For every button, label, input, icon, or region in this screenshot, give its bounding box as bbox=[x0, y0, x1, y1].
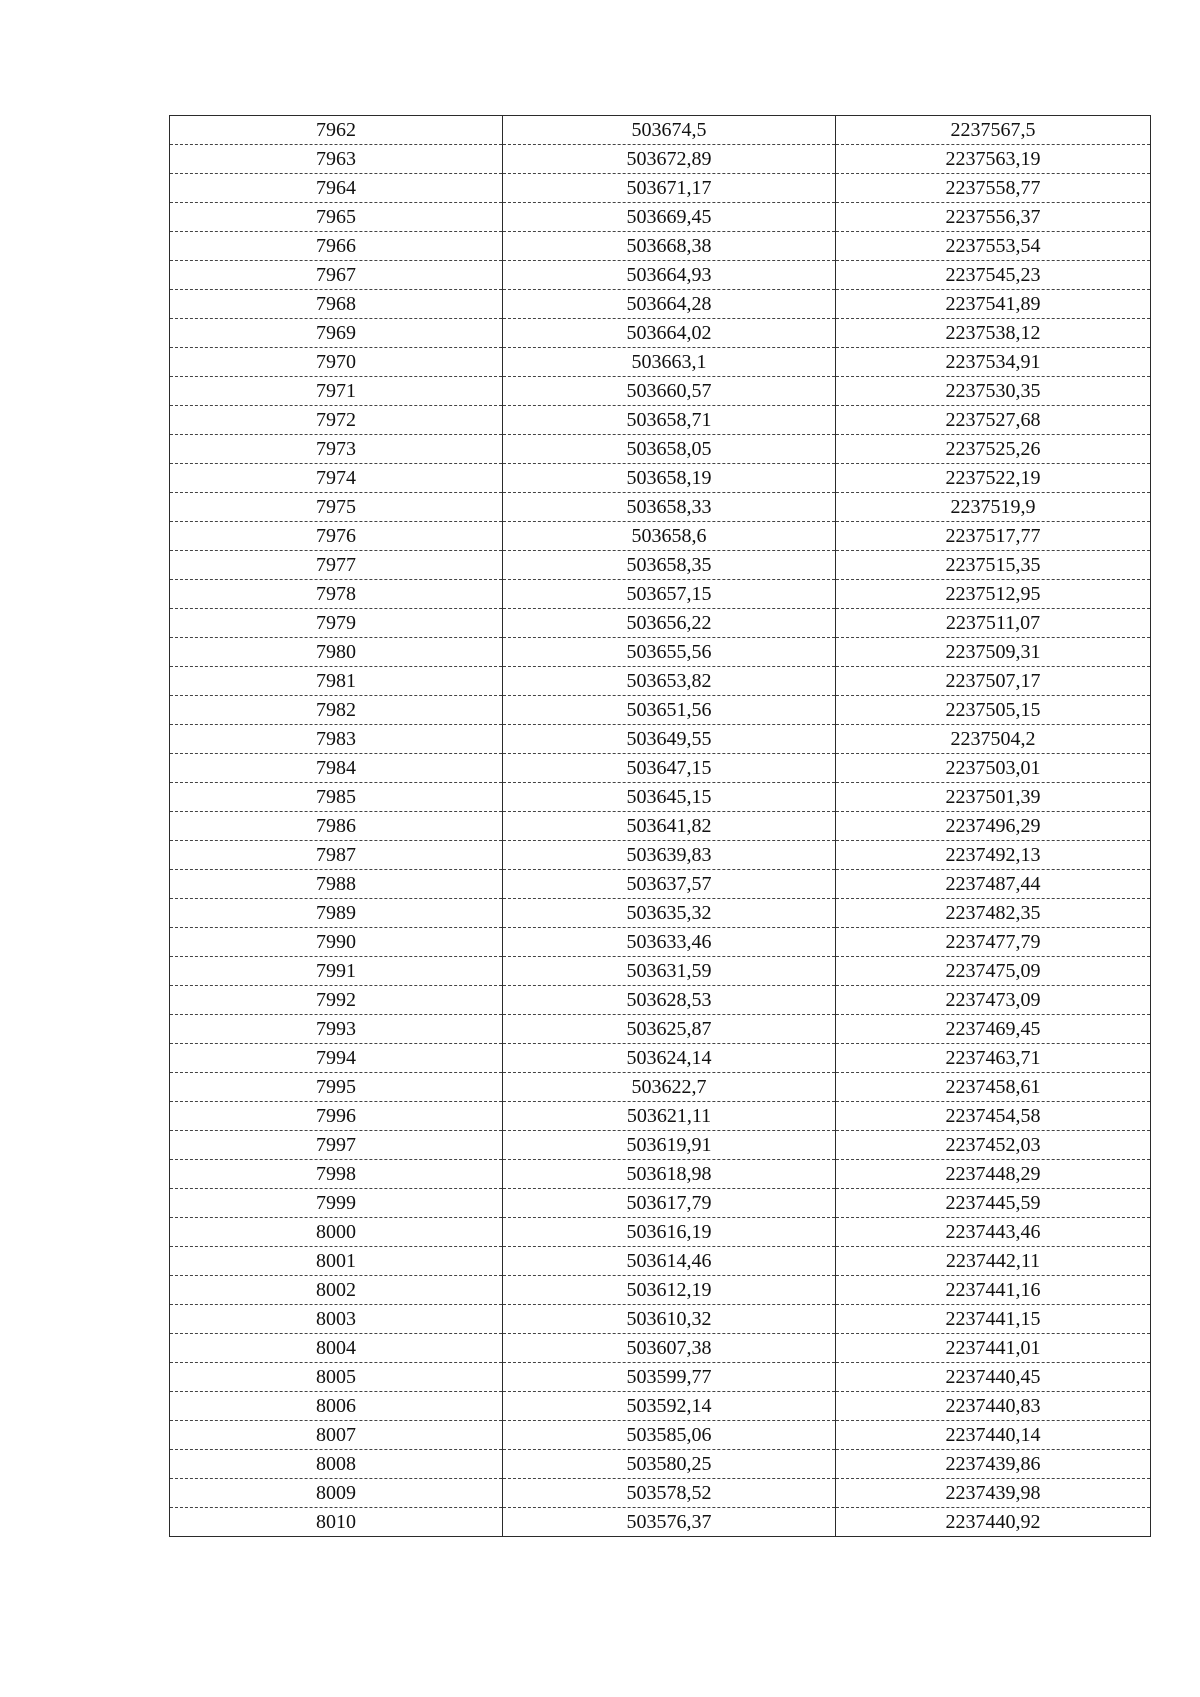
table-row bbox=[170, 783, 1151, 812]
table-row bbox=[170, 986, 1151, 1015]
point-number-cell: 7994 bbox=[170, 1044, 503, 1073]
point-number-cell: 8002 bbox=[170, 1276, 503, 1305]
y-coordinate-cell: 2237441,16 bbox=[836, 1276, 1151, 1305]
y-coordinate-cell: 2237525,26 bbox=[836, 435, 1151, 464]
x-coordinate-cell: 503658,71 bbox=[503, 406, 836, 435]
point-number-cell: 7970 bbox=[170, 348, 503, 377]
table-row bbox=[170, 1073, 1151, 1102]
x-coordinate-cell: 503649,55 bbox=[503, 725, 836, 754]
x-coordinate-cell: 503653,82 bbox=[503, 667, 836, 696]
y-coordinate-cell: 2237440,83 bbox=[836, 1392, 1151, 1421]
x-coordinate-cell: 503655,56 bbox=[503, 638, 836, 667]
table-row bbox=[170, 1363, 1151, 1392]
point-number-cell: 8008 bbox=[170, 1450, 503, 1479]
point-number-cell: 7999 bbox=[170, 1189, 503, 1218]
table-row bbox=[170, 1392, 1151, 1421]
table-row bbox=[170, 261, 1151, 290]
point-number-cell: 7991 bbox=[170, 957, 503, 986]
x-coordinate-cell: 503576,37 bbox=[503, 1508, 836, 1537]
point-number-cell: 8001 bbox=[170, 1247, 503, 1276]
table-row bbox=[170, 696, 1151, 725]
point-number-cell: 7998 bbox=[170, 1160, 503, 1189]
point-number-cell: 7990 bbox=[170, 928, 503, 957]
table-row bbox=[170, 1015, 1151, 1044]
table-row bbox=[170, 290, 1151, 319]
x-coordinate-cell: 503664,93 bbox=[503, 261, 836, 290]
point-number-cell: 7975 bbox=[170, 493, 503, 522]
x-coordinate-cell: 503664,02 bbox=[503, 319, 836, 348]
x-coordinate-cell: 503645,15 bbox=[503, 783, 836, 812]
table-row bbox=[170, 841, 1151, 870]
point-number-cell: 7965 bbox=[170, 203, 503, 232]
y-coordinate-cell: 2237503,01 bbox=[836, 754, 1151, 783]
table-row bbox=[170, 580, 1151, 609]
point-number-cell: 7968 bbox=[170, 290, 503, 319]
y-coordinate-cell: 2237509,31 bbox=[836, 638, 1151, 667]
y-coordinate-cell: 2237492,13 bbox=[836, 841, 1151, 870]
point-number-cell: 7983 bbox=[170, 725, 503, 754]
point-number-cell: 7974 bbox=[170, 464, 503, 493]
x-coordinate-cell: 503622,7 bbox=[503, 1073, 836, 1102]
y-coordinate-cell: 2237501,39 bbox=[836, 783, 1151, 812]
y-coordinate-cell: 2237445,59 bbox=[836, 1189, 1151, 1218]
y-coordinate-cell: 2237530,35 bbox=[836, 377, 1151, 406]
x-coordinate-cell: 503592,14 bbox=[503, 1392, 836, 1421]
x-coordinate-cell: 503641,82 bbox=[503, 812, 836, 841]
y-coordinate-cell: 2237505,15 bbox=[836, 696, 1151, 725]
table-row bbox=[170, 754, 1151, 783]
x-coordinate-cell: 503657,15 bbox=[503, 580, 836, 609]
table-row bbox=[170, 551, 1151, 580]
coordinates-table bbox=[169, 115, 1151, 1537]
table-row bbox=[170, 116, 1151, 145]
table-row bbox=[170, 1160, 1151, 1189]
x-coordinate-cell: 503585,06 bbox=[503, 1421, 836, 1450]
y-coordinate-cell: 2237538,12 bbox=[836, 319, 1151, 348]
y-coordinate-cell: 2237567,5 bbox=[836, 116, 1151, 145]
point-number-cell: 7980 bbox=[170, 638, 503, 667]
x-coordinate-cell: 503580,25 bbox=[503, 1450, 836, 1479]
table-row bbox=[170, 870, 1151, 899]
y-coordinate-cell: 2237487,44 bbox=[836, 870, 1151, 899]
point-number-cell: 7978 bbox=[170, 580, 503, 609]
y-coordinate-cell: 2237463,71 bbox=[836, 1044, 1151, 1073]
table-row bbox=[170, 145, 1151, 174]
x-coordinate-cell: 503614,46 bbox=[503, 1247, 836, 1276]
point-number-cell: 7996 bbox=[170, 1102, 503, 1131]
y-coordinate-cell: 2237448,29 bbox=[836, 1160, 1151, 1189]
y-coordinate-cell: 2237545,23 bbox=[836, 261, 1151, 290]
y-coordinate-cell: 2237452,03 bbox=[836, 1131, 1151, 1160]
point-number-cell: 7982 bbox=[170, 696, 503, 725]
table-row bbox=[170, 1450, 1151, 1479]
x-coordinate-cell: 503672,89 bbox=[503, 145, 836, 174]
table-row bbox=[170, 957, 1151, 986]
point-number-cell: 7966 bbox=[170, 232, 503, 261]
point-number-cell: 7972 bbox=[170, 406, 503, 435]
table-row bbox=[170, 377, 1151, 406]
table-row bbox=[170, 1479, 1151, 1508]
table-row bbox=[170, 1131, 1151, 1160]
point-number-cell: 8005 bbox=[170, 1363, 503, 1392]
point-number-cell: 7987 bbox=[170, 841, 503, 870]
x-coordinate-cell: 503624,14 bbox=[503, 1044, 836, 1073]
x-coordinate-cell: 503619,91 bbox=[503, 1131, 836, 1160]
x-coordinate-cell: 503635,32 bbox=[503, 899, 836, 928]
x-coordinate-cell: 503617,79 bbox=[503, 1189, 836, 1218]
y-coordinate-cell: 2237458,61 bbox=[836, 1073, 1151, 1102]
x-coordinate-cell: 503610,32 bbox=[503, 1305, 836, 1334]
point-number-cell: 7992 bbox=[170, 986, 503, 1015]
x-coordinate-cell: 503658,05 bbox=[503, 435, 836, 464]
x-coordinate-cell: 503647,15 bbox=[503, 754, 836, 783]
x-coordinate-cell: 503633,46 bbox=[503, 928, 836, 957]
point-number-cell: 8009 bbox=[170, 1479, 503, 1508]
table-row bbox=[170, 812, 1151, 841]
y-coordinate-cell: 2237441,15 bbox=[836, 1305, 1151, 1334]
x-coordinate-cell: 503656,22 bbox=[503, 609, 836, 638]
point-number-cell: 7973 bbox=[170, 435, 503, 464]
table-row bbox=[170, 638, 1151, 667]
table-row bbox=[170, 1044, 1151, 1073]
y-coordinate-cell: 2237482,35 bbox=[836, 899, 1151, 928]
y-coordinate-cell: 2237442,11 bbox=[836, 1247, 1151, 1276]
y-coordinate-cell: 2237504,2 bbox=[836, 725, 1151, 754]
y-coordinate-cell: 2237527,68 bbox=[836, 406, 1151, 435]
x-coordinate-cell: 503669,45 bbox=[503, 203, 836, 232]
x-coordinate-cell: 503607,38 bbox=[503, 1334, 836, 1363]
point-number-cell: 7995 bbox=[170, 1073, 503, 1102]
y-coordinate-cell: 2237558,77 bbox=[836, 174, 1151, 203]
x-coordinate-cell: 503658,6 bbox=[503, 522, 836, 551]
x-coordinate-cell: 503668,38 bbox=[503, 232, 836, 261]
x-coordinate-cell: 503578,52 bbox=[503, 1479, 836, 1508]
y-coordinate-cell: 2237443,46 bbox=[836, 1218, 1151, 1247]
point-number-cell: 8004 bbox=[170, 1334, 503, 1363]
table-row bbox=[170, 203, 1151, 232]
y-coordinate-cell: 2237440,45 bbox=[836, 1363, 1151, 1392]
y-coordinate-cell: 2237439,98 bbox=[836, 1479, 1151, 1508]
y-coordinate-cell: 2237469,45 bbox=[836, 1015, 1151, 1044]
point-number-cell: 7989 bbox=[170, 899, 503, 928]
point-number-cell: 8003 bbox=[170, 1305, 503, 1334]
table-row bbox=[170, 667, 1151, 696]
x-coordinate-cell: 503671,17 bbox=[503, 174, 836, 203]
table-row bbox=[170, 1508, 1151, 1537]
table-row bbox=[170, 1305, 1151, 1334]
x-coordinate-cell: 503618,98 bbox=[503, 1160, 836, 1189]
x-coordinate-cell: 503658,35 bbox=[503, 551, 836, 580]
point-number-cell: 7967 bbox=[170, 261, 503, 290]
table-row bbox=[170, 1102, 1151, 1131]
y-coordinate-cell: 2237507,17 bbox=[836, 667, 1151, 696]
y-coordinate-cell: 2237541,89 bbox=[836, 290, 1151, 319]
y-coordinate-cell: 2237439,86 bbox=[836, 1450, 1151, 1479]
x-coordinate-cell: 503660,57 bbox=[503, 377, 836, 406]
x-coordinate-cell: 503658,19 bbox=[503, 464, 836, 493]
point-number-cell: 7971 bbox=[170, 377, 503, 406]
y-coordinate-cell: 2237512,95 bbox=[836, 580, 1151, 609]
point-number-cell: 7984 bbox=[170, 754, 503, 783]
x-coordinate-cell: 503664,28 bbox=[503, 290, 836, 319]
x-coordinate-cell: 503663,1 bbox=[503, 348, 836, 377]
point-number-cell: 7993 bbox=[170, 1015, 503, 1044]
point-number-cell: 7985 bbox=[170, 783, 503, 812]
point-number-cell: 8006 bbox=[170, 1392, 503, 1421]
y-coordinate-cell: 2237534,91 bbox=[836, 348, 1151, 377]
y-coordinate-cell: 2237477,79 bbox=[836, 928, 1151, 957]
x-coordinate-cell: 503651,56 bbox=[503, 696, 836, 725]
table-row bbox=[170, 232, 1151, 261]
table-row bbox=[170, 928, 1151, 957]
table-row bbox=[170, 1189, 1151, 1218]
point-number-cell: 8000 bbox=[170, 1218, 503, 1247]
table-row bbox=[170, 725, 1151, 754]
table-row bbox=[170, 899, 1151, 928]
x-coordinate-cell: 503616,19 bbox=[503, 1218, 836, 1247]
x-coordinate-cell: 503628,53 bbox=[503, 986, 836, 1015]
table-row bbox=[170, 174, 1151, 203]
point-number-cell: 8010 bbox=[170, 1508, 503, 1537]
table-row bbox=[170, 1334, 1151, 1363]
point-number-cell: 8007 bbox=[170, 1421, 503, 1450]
point-number-cell: 7997 bbox=[170, 1131, 503, 1160]
y-coordinate-cell: 2237440,14 bbox=[836, 1421, 1151, 1450]
table-row bbox=[170, 1218, 1151, 1247]
point-number-cell: 7988 bbox=[170, 870, 503, 899]
x-coordinate-cell: 503658,33 bbox=[503, 493, 836, 522]
y-coordinate-cell: 2237522,19 bbox=[836, 464, 1151, 493]
table-row bbox=[170, 319, 1151, 348]
table-row bbox=[170, 1247, 1151, 1276]
y-coordinate-cell: 2237556,37 bbox=[836, 203, 1151, 232]
point-number-cell: 7986 bbox=[170, 812, 503, 841]
coordinates-table-body bbox=[170, 116, 1151, 1537]
point-number-cell: 7976 bbox=[170, 522, 503, 551]
table-row bbox=[170, 1276, 1151, 1305]
table-row bbox=[170, 493, 1151, 522]
point-number-cell: 7964 bbox=[170, 174, 503, 203]
y-coordinate-cell: 2237473,09 bbox=[836, 986, 1151, 1015]
point-number-cell: 7969 bbox=[170, 319, 503, 348]
y-coordinate-cell: 2237563,19 bbox=[836, 145, 1151, 174]
x-coordinate-cell: 503599,77 bbox=[503, 1363, 836, 1392]
table-row bbox=[170, 406, 1151, 435]
point-number-cell: 7979 bbox=[170, 609, 503, 638]
point-number-cell: 7981 bbox=[170, 667, 503, 696]
table-row bbox=[170, 522, 1151, 551]
y-coordinate-cell: 2237496,29 bbox=[836, 812, 1151, 841]
y-coordinate-cell: 2237511,07 bbox=[836, 609, 1151, 638]
point-number-cell: 7962 bbox=[170, 116, 503, 145]
point-number-cell: 7977 bbox=[170, 551, 503, 580]
y-coordinate-cell: 2237454,58 bbox=[836, 1102, 1151, 1131]
x-coordinate-cell: 503674,5 bbox=[503, 116, 836, 145]
x-coordinate-cell: 503625,87 bbox=[503, 1015, 836, 1044]
table-row bbox=[170, 1421, 1151, 1450]
y-coordinate-cell: 2237441,01 bbox=[836, 1334, 1151, 1363]
y-coordinate-cell: 2237475,09 bbox=[836, 957, 1151, 986]
x-coordinate-cell: 503637,57 bbox=[503, 870, 836, 899]
table-row bbox=[170, 464, 1151, 493]
x-coordinate-cell: 503631,59 bbox=[503, 957, 836, 986]
y-coordinate-cell: 2237519,9 bbox=[836, 493, 1151, 522]
table-row bbox=[170, 435, 1151, 464]
y-coordinate-cell: 2237440,92 bbox=[836, 1508, 1151, 1537]
point-number-cell: 7963 bbox=[170, 145, 503, 174]
x-coordinate-cell: 503621,11 bbox=[503, 1102, 836, 1131]
y-coordinate-cell: 2237515,35 bbox=[836, 551, 1151, 580]
x-coordinate-cell: 503639,83 bbox=[503, 841, 836, 870]
table-row bbox=[170, 348, 1151, 377]
y-coordinate-cell: 2237553,54 bbox=[836, 232, 1151, 261]
y-coordinate-cell: 2237517,77 bbox=[836, 522, 1151, 551]
x-coordinate-cell: 503612,19 bbox=[503, 1276, 836, 1305]
table-row bbox=[170, 609, 1151, 638]
